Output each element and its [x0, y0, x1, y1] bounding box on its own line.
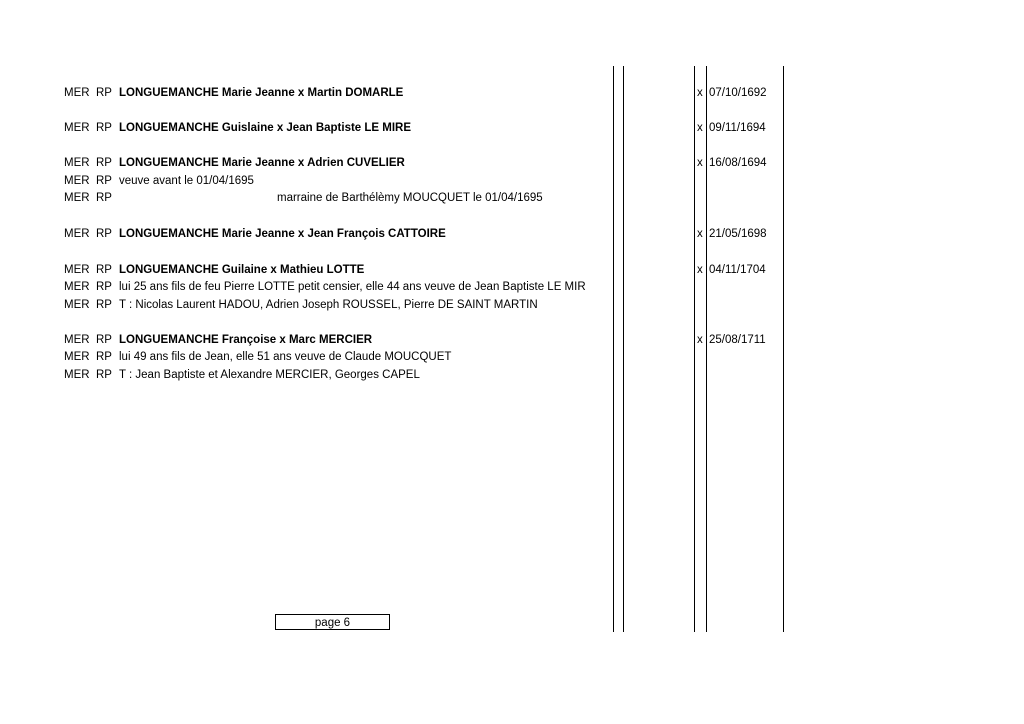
record-text: LONGUEMANCHE Guilaine x Mathieu LOTTE — [119, 264, 365, 276]
marriage-mark: x — [697, 228, 703, 240]
column-rule — [706, 66, 707, 632]
source-code: MER — [64, 228, 90, 240]
source-code: MER — [64, 264, 90, 276]
column-rule — [694, 66, 695, 632]
marriage-mark: x — [697, 87, 703, 99]
marriage-mark: x — [697, 157, 703, 169]
register-code: RP — [96, 122, 112, 134]
record-text: marraine de Barthélèmy MOUCQUET le 01/04/1695 — [277, 192, 543, 204]
source-code: MER — [64, 299, 90, 311]
record-text: LONGUEMANCHE Guislaine x Jean Baptiste LE MIRE — [119, 122, 412, 134]
source-code: MER — [64, 122, 90, 134]
column-rule — [783, 66, 784, 632]
record-text: veuve avant le 01/04/1695 — [119, 175, 254, 187]
register-code: RP — [96, 281, 112, 293]
record-text: lui 49 ans fils de Jean, elle 51 ans veuve de Claude MOUCQUET — [119, 351, 452, 363]
record-text: LONGUEMANCHE Marie Jeanne x Martin DOMARLE — [119, 87, 404, 99]
register-code: RP — [96, 228, 112, 240]
marriage-mark: x — [697, 122, 703, 134]
register-code: RP — [96, 192, 112, 204]
record-date: 04/11/1704 — [709, 264, 766, 276]
record-text: LONGUEMANCHE Françoise x Marc MERCIER — [119, 334, 373, 346]
column-rule — [613, 66, 614, 632]
record-text: T : Jean Baptiste et Alexandre MERCIER, Georges CAPEL — [119, 369, 420, 381]
marriage-mark: x — [697, 264, 703, 276]
record-text: T : Nicolas Laurent HADOU, Adrien Joseph ROUSSEL, Pierre DE SAINT MARTIN — [119, 299, 538, 311]
register-code: RP — [96, 369, 112, 381]
register-code: RP — [96, 157, 112, 169]
page-number: page 6 — [275, 614, 390, 630]
source-code: MER — [64, 281, 90, 293]
register-code: RP — [96, 264, 112, 276]
record-date: 07/10/1692 — [709, 87, 767, 99]
record-text: lui 25 ans fils de feu Pierre LOTTE petit censier, elle 44 ans veuve de Jean Baptiste LE MIR — [119, 281, 586, 293]
register-code: RP — [96, 87, 112, 99]
source-code: MER — [64, 351, 90, 363]
register-code: RP — [96, 334, 112, 346]
record-text: LONGUEMANCHE Marie Jeanne x Adrien CUVELIER — [119, 157, 405, 169]
register-code: RP — [96, 299, 112, 311]
marriage-mark: x — [697, 334, 703, 346]
record-date: 25/08/1711 — [709, 334, 766, 346]
register-code: RP — [96, 351, 112, 363]
record-date: 16/08/1694 — [709, 157, 767, 169]
source-code: MER — [64, 369, 90, 381]
record-date: 21/05/1698 — [709, 228, 767, 240]
record-date: 09/11/1694 — [709, 122, 766, 134]
source-code: MER — [64, 87, 90, 99]
source-code: MER — [64, 175, 90, 187]
source-code: MER — [64, 192, 90, 204]
record-text: LONGUEMANCHE Marie Jeanne x Jean François CATTOIRE — [119, 228, 446, 240]
source-code: MER — [64, 157, 90, 169]
source-code: MER — [64, 334, 90, 346]
column-rule — [623, 66, 624, 632]
register-code: RP — [96, 175, 112, 187]
